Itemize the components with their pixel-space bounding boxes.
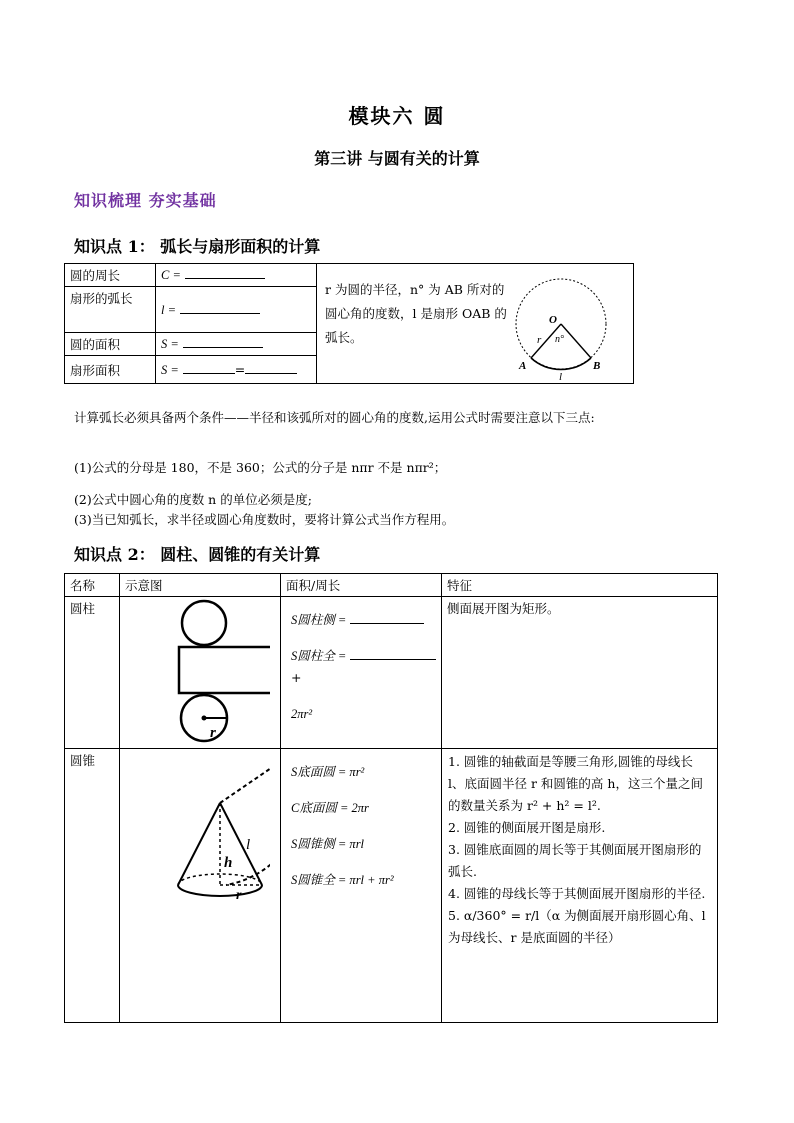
formula: S =	[161, 337, 179, 351]
label-l: l	[559, 371, 563, 380]
formula: C =	[161, 268, 181, 282]
feature-item: 5. α/360° = r/l（α 为侧面展开扇形圆心角、l 为母线长、r 是底面圆的半径）	[448, 908, 706, 945]
kp2-heading: 知识点 2： 圆柱、圆锥的有关计算	[74, 545, 321, 564]
kp1-description: r 为圆的半径，n° 为 AB 所对的圆心角的度数，l 是扇形 OAB 的弧长。	[325, 282, 507, 345]
cylinder-diagram-cell	[120, 597, 281, 749]
answer-blank[interactable]	[350, 611, 424, 624]
header-name: 名称	[65, 574, 120, 597]
label-h: h	[224, 855, 233, 871]
lateral-rectangle	[179, 647, 270, 693]
row-label: 圆的周长	[65, 264, 156, 287]
row-label: 扇形的弧长	[65, 287, 156, 333]
formula: S底面圆 = πr²	[291, 765, 365, 779]
answer-blank[interactable]	[185, 266, 265, 279]
header-diagram: 示意图	[120, 574, 281, 597]
cone-features	[442, 749, 718, 1023]
feature-item: 2. 圆锥的侧面展开图是扇形.	[448, 820, 606, 835]
base-front	[178, 885, 262, 896]
formula-cell	[156, 356, 317, 384]
cylinder-feature: 侧面展开图为矩形。	[442, 597, 718, 749]
note-item: (1)公式的分母是 180，不是 360；公式的分子是 nπr 不是 nπr²；	[74, 460, 447, 475]
formula: 2πr²	[291, 707, 313, 721]
cylinder-formula-cell	[281, 597, 442, 749]
cone-name: 圆锥	[65, 749, 120, 1023]
page-title: 模块六 圆	[348, 104, 446, 128]
kp1-description-cell	[317, 264, 634, 384]
feature-item: 3. 圆锥底面圆的周长等于其侧面展开图扇形的弧长.	[448, 842, 702, 879]
plus-sign: +	[291, 670, 302, 685]
cone-diagram	[120, 749, 270, 1019]
answer-blank[interactable]	[245, 361, 297, 374]
formula-line	[291, 609, 437, 631]
formula: S圆柱侧 =	[291, 613, 347, 627]
radius-ob	[561, 324, 591, 358]
row-label: 圆的面积	[65, 333, 156, 356]
formula-line	[291, 645, 437, 689]
header-formula: 面积/周长	[281, 574, 442, 597]
slant-left	[178, 803, 220, 885]
label-o: O	[549, 314, 557, 326]
formula: S圆锥全 = πrl + πr²	[291, 873, 394, 887]
note-item: (2)公式中圆心角的度数 n 的单位必须是度;	[74, 492, 312, 507]
cylinder-net-diagram	[120, 597, 270, 745]
label-a: A	[519, 360, 527, 372]
top-circle	[182, 601, 226, 645]
note-item: (3)当已知弧长，求半径或圆心角度数时，要将计算公式当作方程用。	[74, 512, 455, 527]
notes-intro: 计算弧长必须具备两个条件——半径和该弧所对的圆心角的度数,运用公式时需要注意以下三点:	[74, 410, 595, 425]
section-heading: 知识梳理 夯实基础	[74, 191, 217, 210]
feature-item: 1. 圆锥的轴截面是等腰三角形,圆锥的母线长 l、底面圆半径 r 和圆锥的高 h，这三个量之间的数量关系为 r² + h² = l².	[448, 754, 703, 813]
row-label: 扇形面积	[65, 356, 156, 384]
answer-blank[interactable]	[183, 361, 235, 374]
formula: C底面圆 = 2πr	[291, 801, 369, 815]
header-feature: 特征	[442, 574, 718, 597]
answer-blank[interactable]	[183, 335, 263, 348]
label-l: l	[246, 837, 251, 853]
answer-blank[interactable]	[350, 647, 436, 660]
formula: l =	[161, 303, 177, 317]
cone-diagram-cell	[120, 749, 281, 1023]
kp1-table	[64, 263, 634, 384]
sector-diagram	[513, 272, 625, 380]
cone-formula-cell	[281, 749, 442, 1023]
formula: S =	[161, 363, 179, 377]
label-b: B	[593, 360, 601, 372]
kp2-table	[64, 573, 718, 1023]
label-r: r	[236, 888, 242, 903]
label-r: r	[210, 725, 216, 741]
formula: S圆柱全 =	[291, 649, 347, 663]
answer-blank[interactable]	[180, 301, 260, 314]
formula-cell	[156, 264, 317, 287]
slant-right	[220, 803, 262, 885]
label-n: n°	[555, 334, 564, 345]
kp1-heading: 知识点 1： 弧长与扇形面积的计算	[74, 237, 321, 256]
arc-ab	[531, 358, 591, 369]
formula-cell	[156, 287, 317, 333]
cylinder-name: 圆柱	[65, 597, 120, 749]
formula-cell	[156, 333, 317, 356]
equals-sign: =	[234, 362, 246, 377]
feature-item: 4. 圆锥的母线长等于其侧面展开图扇形的半径.	[448, 886, 706, 901]
formula: S圆锥侧 = πrl	[291, 837, 365, 851]
lecture-subtitle: 第三讲 与圆有关的计算	[314, 149, 480, 168]
label-r: r	[537, 334, 542, 346]
